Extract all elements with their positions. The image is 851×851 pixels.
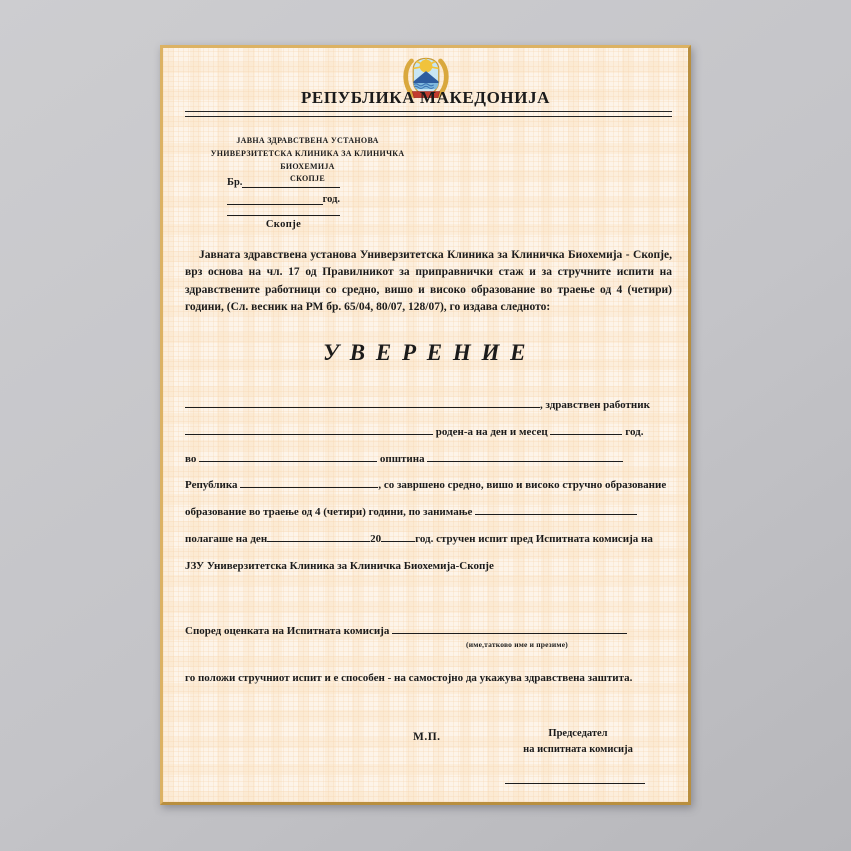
line3-label: општина	[379, 452, 425, 465]
line5-text: образование во траење од 4 (четири) години, по занимање	[185, 506, 473, 519]
extra-blank-line	[227, 202, 340, 216]
line2-label: роден-а на ден и месец	[435, 425, 548, 438]
line2-suffix: год.	[625, 425, 644, 438]
assessment-label: Според оценката на Испитната комисија	[185, 625, 390, 637]
exam-year-blank-line	[381, 530, 415, 542]
occupation-blank-line	[475, 503, 637, 515]
form-line-birth	[185, 419, 672, 446]
line6-century: 20	[370, 532, 382, 545]
birth-blank-line	[185, 423, 433, 435]
municipality-blank-line	[427, 450, 623, 462]
line1-suffix: , здравствен работник	[540, 399, 650, 411]
line7-text: ЈЗУ Универзитетска Клиника за Клиничка Биохемија-Скопје	[185, 559, 494, 572]
stamp-placeholder: М.П.	[413, 731, 441, 743]
number-label: Бр.	[227, 177, 243, 188]
certificate-document	[160, 45, 691, 805]
form-line-occupation	[185, 499, 672, 526]
place-blank-line	[199, 450, 377, 462]
number-row	[227, 171, 340, 188]
line4-prefix: Република	[185, 479, 238, 492]
line6-prefix: полагаше на ден	[185, 532, 268, 545]
number-date-block	[227, 171, 340, 230]
year-suffix: год.	[322, 194, 340, 205]
form-line-name	[185, 392, 672, 419]
city-label: Скопје	[265, 219, 302, 230]
country-title: РЕПУБЛИКА МАКЕДОНИЈА	[300, 88, 551, 107]
intro-paragraph: Јавната здравствена установа Универзитетска Клиника за Клиничка Биохемија - Скопје, врз основа на чл. 17 од Правилникот за приправнички стаж и за стручните испити на здравствените работници со средно, вишо и високо образование во траење од 4 (четири) години, (Сл. весник на РМ бр. 65/04, 80/07, 128/07), го издава следното:	[185, 249, 672, 313]
form-line-institution	[185, 553, 672, 580]
conclusion-text: го положи стручниот испит и е способен - на самостојно да укажува здравствена заштита.	[185, 672, 633, 684]
header-double-rule	[185, 111, 672, 117]
form-line-place	[185, 446, 672, 473]
name-blank-line	[185, 396, 540, 408]
number-blank-line	[242, 174, 340, 188]
signer-title-line1: Председател	[548, 728, 608, 739]
form-line-republic	[185, 472, 672, 499]
document-title: У В Е Р Е Н И Е	[323, 340, 528, 365]
assessment-blank-line	[392, 622, 627, 634]
republic-blank-line	[240, 476, 378, 488]
line3-prefix: во	[185, 452, 197, 465]
assessment-line	[185, 622, 672, 637]
birthdate-blank-line	[550, 423, 622, 435]
form-line-exam-date	[185, 526, 672, 553]
signer-title-block	[493, 726, 663, 759]
signature-line	[505, 783, 645, 784]
assessment-hint: (име,татково име и презиме)	[466, 640, 568, 649]
line6-suffix: год. стручен испит пред Испитната комисија на	[415, 532, 653, 545]
institution-line3: СКОПЈЕ	[290, 174, 325, 184]
line4-suffix: , со завршено средно, вишо и високо стручно образование	[378, 479, 667, 492]
extra-row	[227, 205, 340, 216]
institution-line2: УНИВЕРЗИТЕТСКА КЛИНИКА ЗА КЛИНИЧКА БИОХЕМИЈА	[210, 148, 405, 171]
signer-title-line2: на испитната комисија	[523, 744, 633, 756]
institution-line1: ЈАВНА ЗДРАВСТВЕНА УСТАНОВА	[236, 136, 379, 145]
form-body	[185, 392, 672, 580]
exam-date-blank-line	[267, 530, 370, 542]
